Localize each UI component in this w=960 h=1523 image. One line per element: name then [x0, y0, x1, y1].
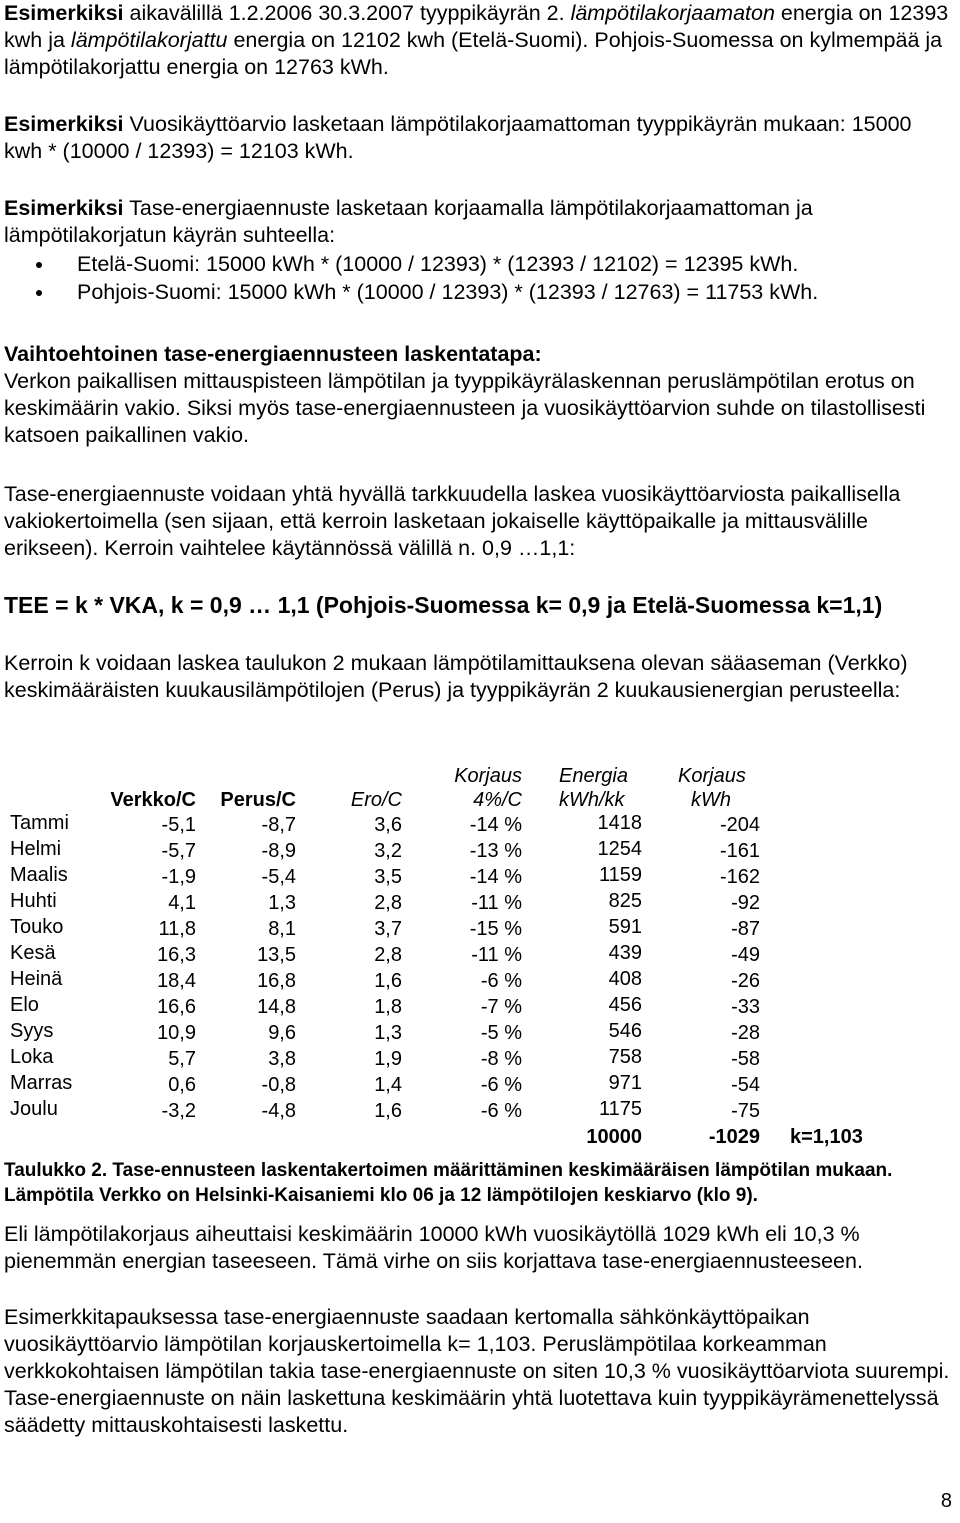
table-cell-perus: -0,8	[261, 1074, 296, 1096]
table-cell-korjaus-kwh: -28	[731, 1022, 760, 1044]
table-cell-month: Kesä	[10, 942, 56, 964]
table-cell-month: Syys	[10, 1020, 54, 1042]
table-cell-month: Huhti	[10, 890, 57, 912]
table-cell-month: Maalis	[10, 864, 68, 886]
table-cell-energia: 591	[608, 916, 642, 938]
table-cell-month: Joulu	[10, 1098, 58, 1120]
table-cell-korjaus: -15 %	[469, 918, 522, 940]
table-cell-energia: 439	[608, 942, 642, 964]
table-cell-ero: 2,8	[374, 944, 402, 966]
table-cell-verkko: 10,9	[157, 1022, 196, 1044]
table-cell-energia: 546	[608, 1020, 642, 1042]
text-span: aikavälillä 1.2.2006 30.3.2007 tyyppikäyrän 2.	[123, 1, 571, 25]
table-total-energia: 10000	[586, 1126, 642, 1148]
paragraph-balance-forecast	[4, 195, 952, 249]
table-cell-perus: 3,8	[268, 1048, 296, 1070]
table-cell-verkko: -5,7	[161, 840, 196, 862]
table-cell-korjaus: -13 %	[469, 840, 522, 862]
table-caption: Taulukko 2. Tase-ennusteen laskentakertoimen määrittäminen keskimääräisen lämpötilan mukaan. Lämpötila Verkko on Helsinki-Kaisaniemi klo 06 ja 12 lämpötilojen keskiarvo (klo 9).	[4, 1160, 893, 1206]
table-cell-korjaus: -14 %	[469, 866, 522, 888]
table-cell-korjaus-kwh: -161	[719, 840, 760, 862]
table-cell-month: Helmi	[10, 838, 62, 860]
table-cell-korjaus: -5 %	[480, 1022, 522, 1044]
table-cell-korjaus: -6 %	[480, 970, 522, 992]
esimerkiksi-label: Esimerkiksi	[4, 1, 124, 25]
table-cell-korjaus: -11 %	[471, 944, 522, 966]
table-cell-perus: -8,7	[261, 814, 296, 836]
table-cell-month: Heinä	[10, 968, 63, 990]
text-span: energia on 12102 kwh (Etelä-Suomi). Pohjois-Suomessa on kylmempää ja lämpötilakorjattu energia on 12763 kWh.	[4, 28, 943, 79]
table-cell-korjaus-kwh: -58	[731, 1048, 760, 1070]
table-cell-korjaus-kwh: -33	[731, 996, 760, 1018]
table-cell-korjaus-kwh: -87	[731, 918, 760, 940]
table-total-k: k=1,103	[790, 1126, 863, 1148]
table-cell-korjaus: -8 %	[480, 1048, 522, 1070]
col-header-energia: Energia	[559, 765, 628, 787]
table-cell-energia: 1254	[597, 838, 642, 860]
table-cell-korjaus-kwh: -49	[731, 944, 760, 966]
bullet-text: Etelä-Suomi: 15000 kWh * (10000 / 12393) * (12393 / 12102) = 12395 kWh.	[77, 252, 799, 276]
table-total-korjaus-kwh: -1029	[708, 1126, 760, 1148]
table-cell-korjaus-kwh: -162	[719, 866, 760, 888]
table-cell-verkko: 4,1	[168, 892, 196, 914]
table-cell-ero: 1,3	[374, 1022, 402, 1044]
esimerkiksi-label: Esimerkiksi	[4, 196, 124, 220]
table-cell-korjaus: -6 %	[480, 1074, 522, 1096]
table-cell-energia: 1175	[598, 1098, 642, 1120]
table-cell-perus: -4,8	[261, 1100, 296, 1122]
table-cell-perus: 13,5	[257, 944, 296, 966]
table-cell-perus: 16,8	[257, 970, 296, 992]
table-cell-ero: 3,7	[374, 918, 402, 940]
esimerkiksi-label: Esimerkiksi	[4, 112, 124, 136]
text-span: energia on 12393 kwh ja	[4, 1, 949, 52]
table-cell-ero: 1,6	[374, 1100, 402, 1122]
paragraph-conclusion: Eli lämpötilakorjaus aiheuttaisi keskimäärin 10000 kWh vuosikäytöllä 1029 kWh eli 10,3 % pienemmän energian taseeseen. Tämä virhe on siis korjattava tase-energiaennusteeseen.	[4, 1222, 863, 1273]
italic-term: lämpötilakorjattu	[70, 28, 228, 52]
table-cell-korjaus-kwh: -92	[731, 892, 760, 914]
table-cell-ero: 1,4	[374, 1074, 402, 1096]
table-cell-month: Touko	[10, 916, 64, 938]
table-cell-ero: 1,8	[374, 996, 402, 1018]
paragraph-factor-calculation: Kerroin k voidaan laskea taulukon 2 mukaan lämpötilamittauksena olevan sääaseman (Verkko) keskimääräisten kuukausilämpötilojen (Perus) ja tyyppikäyrän 2 kuukausienergian perusteella:	[4, 651, 908, 702]
table-cell-perus: 1,3	[268, 892, 296, 914]
paragraph-intro-example	[4, 0, 952, 81]
table-cell-ero: 1,9	[374, 1048, 402, 1070]
table-cell-verkko: 0,6	[168, 1074, 196, 1096]
italic-term: lämpötilakorjaamaton	[570, 1, 775, 25]
table-cell-energia: 456	[608, 994, 642, 1016]
table-cell-month: Marras	[10, 1072, 73, 1094]
text-span: Verkon paikallisen mittauspisteen lämpötilan ja tyyppikäyrälaskennan peruslämpötilan erotus on keskimäärin vakio. Siksi myös tase-energiaennusteen ja vuosikäyttöarvion suhde on tilastollisesti katsoen paikallinen vakio.	[4, 369, 926, 447]
table-cell-energia: 758	[608, 1046, 642, 1068]
col-header-perus: Perus/C	[220, 789, 296, 811]
table-cell-verkko: 18,4	[157, 970, 196, 992]
table-cell-ero: 3,6	[374, 814, 402, 836]
formula-line: TEE = k * VKA, k = 0,9 … 1,1 (Pohjois-Suomessa k= 0,9 ja Etelä-Suomessa k=1,1)	[4, 592, 883, 618]
table-cell-korjaus-kwh: -75	[731, 1100, 760, 1122]
paragraph-alternative-method	[4, 341, 952, 449]
col-header-korjaus: Korjaus	[454, 765, 522, 787]
table-cell-korjaus-kwh: -204	[719, 814, 760, 836]
table-cell-verkko: -3,2	[161, 1100, 196, 1122]
col-header-ero: Ero/C	[350, 789, 402, 811]
table-cell-ero: 2,8	[374, 892, 402, 914]
table-cell-month: Elo	[10, 994, 39, 1016]
table-cell-perus: -8,9	[261, 840, 296, 862]
section-heading: Vaihtoehtoinen tase-energiaennusteen laskentatapa:	[4, 342, 542, 366]
table-cell-perus: 8,1	[268, 918, 296, 940]
list-item	[36, 279, 936, 307]
col-header-korjaus-kwh-unit: kWh	[691, 789, 731, 811]
bullet-text: Pohjois-Suomi: 15000 kWh * (10000 / 12393) * (12393 / 12763) = 11753 kWh.	[77, 280, 819, 304]
table-cell-energia: 1159	[598, 864, 642, 886]
table-cell-energia: 1418	[597, 812, 642, 834]
table-cell-korjaus-kwh: -54	[731, 1074, 760, 1096]
table-cell-month: Loka	[10, 1046, 54, 1068]
bullet-icon	[36, 262, 42, 268]
table-cell-verkko: 16,6	[157, 996, 196, 1018]
paragraph-annual-estimate	[4, 111, 952, 165]
table-cell-verkko: 11,8	[158, 918, 196, 940]
table-cell-ero: 1,6	[374, 970, 402, 992]
col-header-korjaus-kwh: Korjaus	[678, 765, 746, 787]
text-span: Vuosikäyttöarvio lasketaan lämpötilakorjaamattoman tyyppikäyrän mukaan: 15000 kwh * (10000 / 12393) = 12103 kWh.	[4, 112, 912, 163]
table-cell-korjaus: -11 %	[471, 892, 522, 914]
paragraph-constant-factor: Tase-energiaennuste voidaan yhtä hyvällä tarkkuudella laskea vuosikäyttöarviosta paikallisella vakiokertoimella (sen sijaan, että kerroin lasketaan jokaiselle käyttöpaikalle ja mittausvälille erikseen). Kerroin vaihtelee käytännössä välillä n. 0,9 …1,1:	[4, 482, 901, 560]
table-cell-perus: 9,6	[268, 1022, 296, 1044]
table-cell-perus: -5,4	[261, 866, 296, 888]
table-cell-verkko: -1,9	[161, 866, 196, 888]
col-header-energia-unit: kWh/kk	[559, 789, 625, 811]
bullet-icon	[36, 290, 42, 296]
table-cell-korjaus-kwh: -26	[731, 970, 760, 992]
table-cell-verkko: 16,3	[157, 944, 196, 966]
table-cell-month: Tammi	[10, 812, 69, 834]
col-header-verkko: Verkko/C	[110, 789, 196, 811]
table-cell-perus: 14,8	[257, 996, 296, 1018]
table-cell-verkko: 5,7	[168, 1048, 196, 1070]
table-cell-energia: 825	[608, 890, 642, 912]
table-cell-korjaus: -7 %	[480, 996, 522, 1018]
table-cell-korjaus: -14 %	[469, 814, 522, 836]
table-cell-verkko: -5,1	[161, 814, 196, 836]
table-cell-energia: 971	[608, 1072, 642, 1094]
paragraph-example-case: Esimerkkitapauksessa tase-energiaennuste saadaan kertomalla sähkönkäyttöpaikan vuosikäyttöarvio lämpötilan korjauskertoimella k= 1,103. Peruslämpötilaa korkeamman verkkokohtaisen lämpötilan takia tase-energiaennuste on siten 10,3 % vuosikäyttöarviota suurempi. Tase-energiaennuste on näin laskettuna keskimäärin yhtä luotettava kuin tyyppikäyrämenettelyssä säädetty mittauskohtaisesti laskettu.	[4, 1305, 950, 1437]
bullet-list	[36, 251, 936, 307]
col-header-korjaus-unit: 4%/C	[473, 789, 522, 811]
page-number: 8	[940, 1490, 952, 1512]
list-item	[36, 251, 936, 279]
table-cell-ero: 3,5	[374, 866, 402, 888]
table-cell-ero: 3,2	[374, 840, 402, 862]
text-span: Tase-energiaennuste lasketaan korjaamalla lämpötilakorjaamattoman ja lämpötilakorjatun käyrän suhteella:	[4, 196, 813, 247]
table-cell-energia: 408	[608, 968, 642, 990]
table-cell-korjaus: -6 %	[480, 1100, 522, 1122]
